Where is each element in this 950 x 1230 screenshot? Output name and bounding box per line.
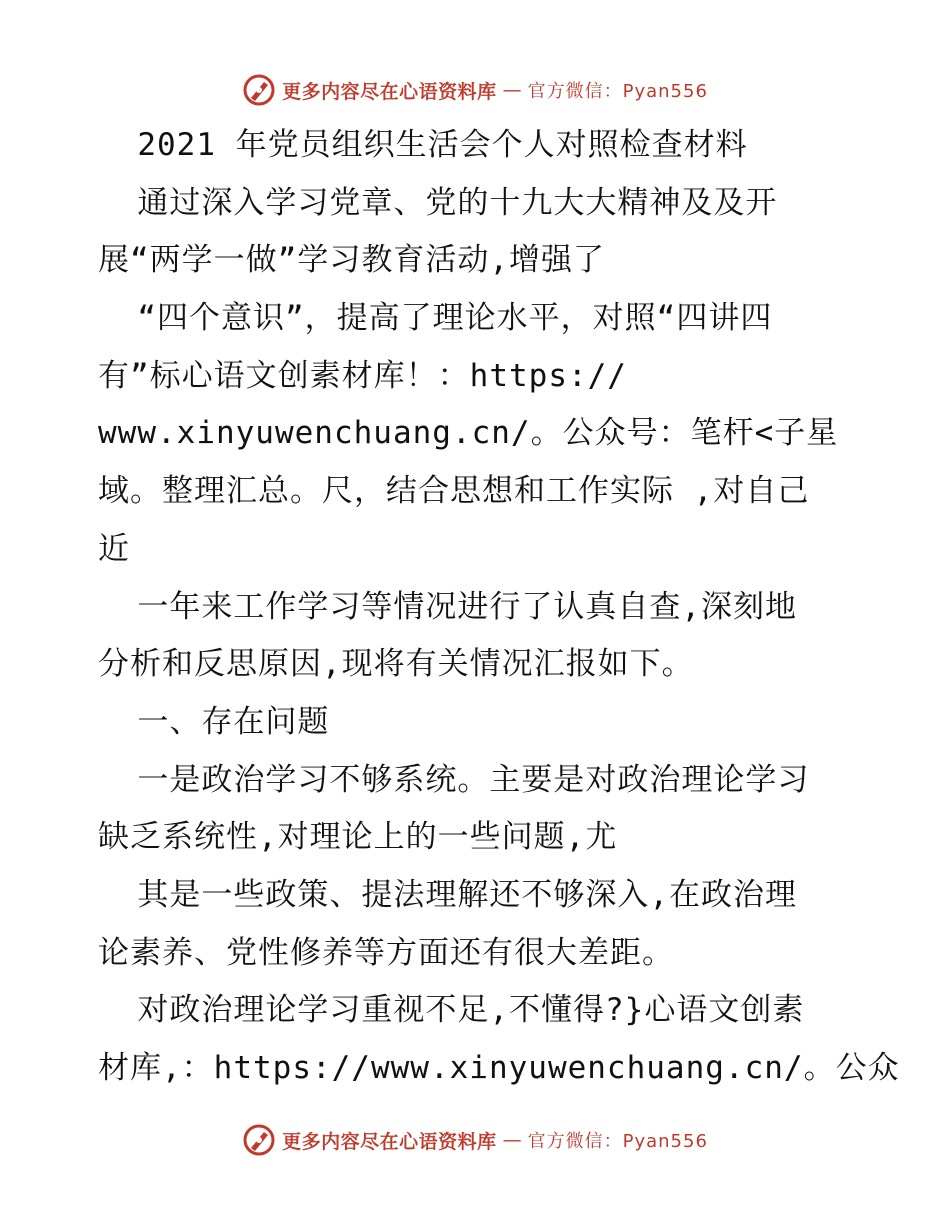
- banner-wechat: 官方微信：Pyan556: [527, 1131, 708, 1152]
- document-line: 其是一些政策、提法理解还不够深入,在政治理: [98, 876, 797, 913]
- document-line: 有”标心语文创素材库！：https://: [98, 357, 627, 394]
- pen-logo-icon: [242, 1123, 276, 1157]
- pen-logo-icon: [242, 73, 276, 107]
- document-line: 域。整理汇总。尺，结合思想和工作实际 ,对自己: [98, 473, 810, 510]
- document-line: 一、存在问题: [98, 703, 330, 740]
- document-line: 材库,：https://www.xinyuwenchuang.cn/。公众: [98, 1050, 900, 1086]
- banner-separator: —: [502, 1129, 522, 1151]
- document-line: 2021 年党员组织生活会个人对照检查材料: [98, 127, 748, 163]
- document-line: 分析和反思原因,现将有关情况汇报如下。: [98, 646, 694, 683]
- document-line: www.xinyuwenchuang.cn/。公众号：笔杆<子星: [98, 415, 839, 452]
- document-line: 通过深入学习党章、党的十九大大精神及及开: [98, 184, 778, 221]
- document-body: [98, 117, 900, 1098]
- header-banner: [0, 70, 950, 110]
- document-line: 一年来工作学习等情况进行了认真自查,深刻地: [98, 588, 797, 625]
- document-line: 论素养、党性修养等方面还有很大差距。: [98, 934, 674, 971]
- footer-banner: [0, 1120, 950, 1160]
- document-line: 缺乏系统性,对理论上的一些问题,尤: [98, 819, 618, 856]
- document-line: 一是政治学习不够系统。主要是对政治理论学习: [98, 761, 810, 798]
- document-line: 展“两学一做”学习教育活动,增强了: [98, 242, 605, 279]
- document-line: “四个意识”，提高了理论水平，对照“四讲四: [98, 300, 773, 337]
- banner-separator: —: [502, 79, 522, 101]
- banner-wechat: 官方微信：Pyan556: [527, 81, 708, 102]
- banner-title: 更多内容尽在心语资料库: [282, 1130, 497, 1153]
- document-line: 对政治理论学习重视不足,不懂得?}心语文创素: [98, 992, 805, 1029]
- document-line: 近: [98, 530, 130, 567]
- banner-title: 更多内容尽在心语资料库: [282, 80, 497, 103]
